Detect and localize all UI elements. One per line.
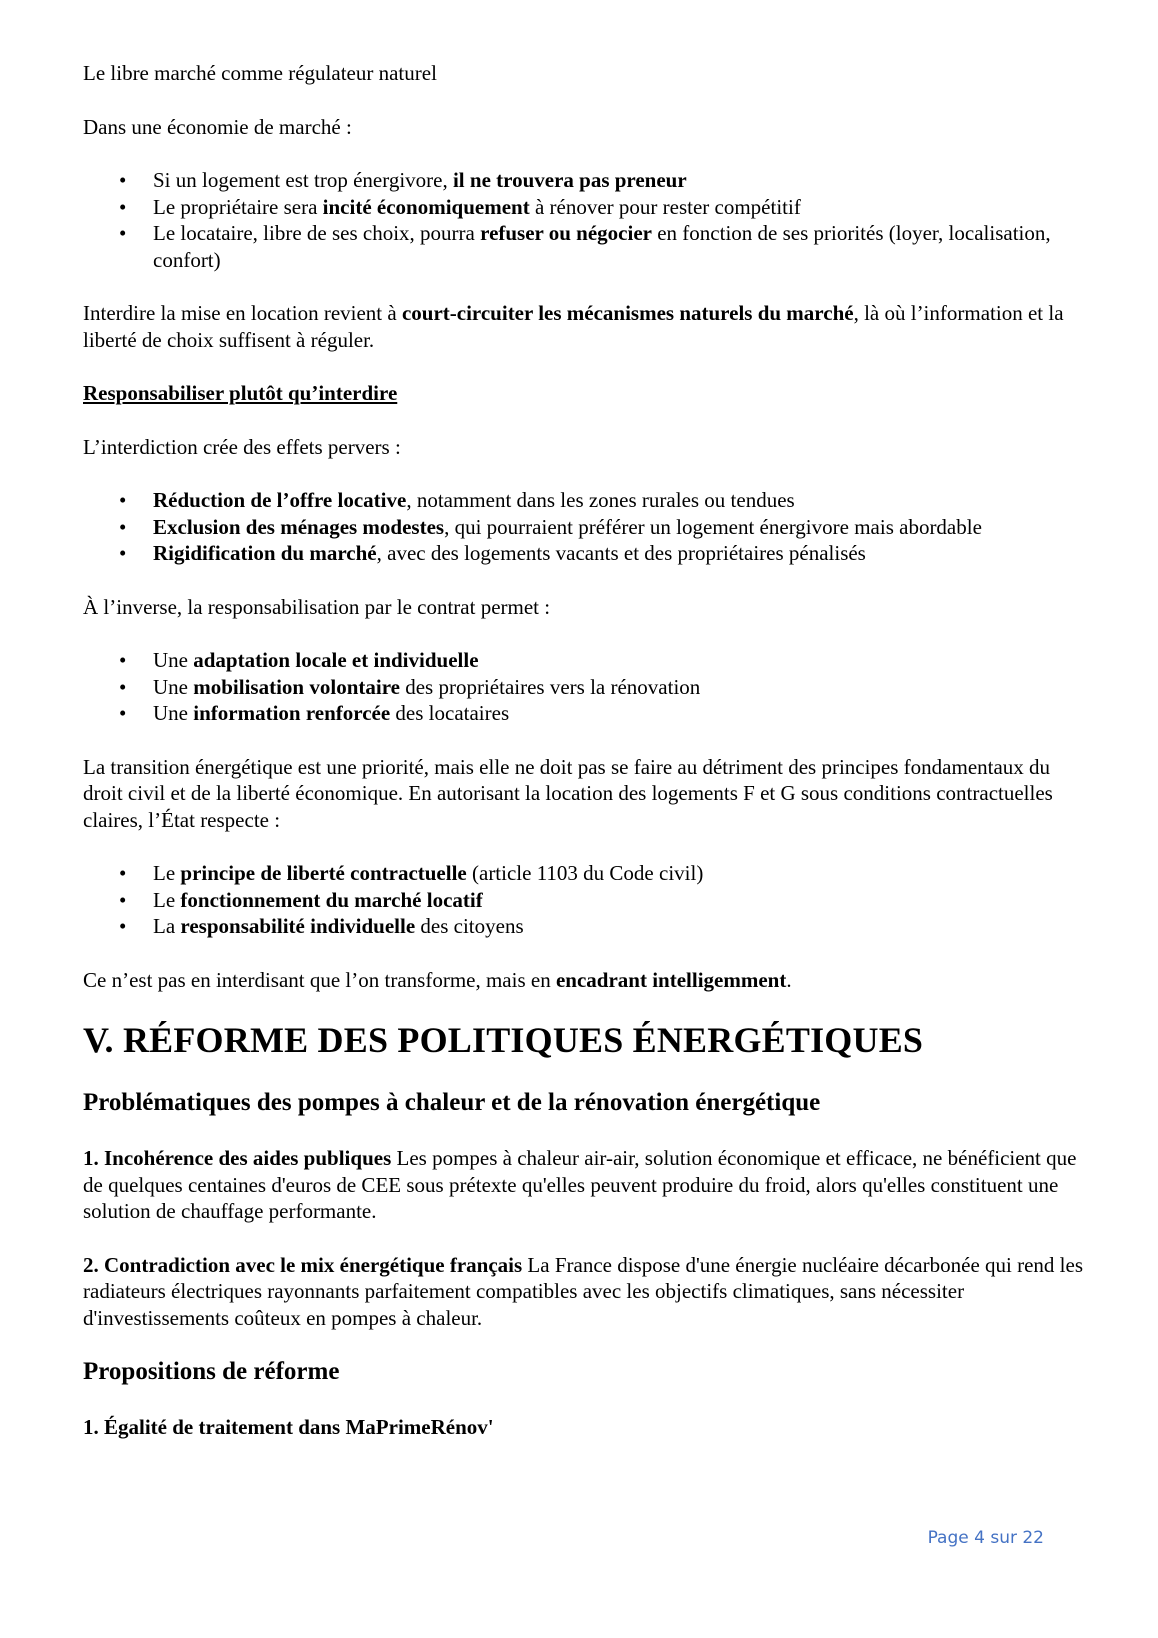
problems-heading: Problématiques des pompes à chaleur et de la rénovation énergétique: [83, 1089, 821, 1116]
document-page: [83, 60, 1093, 1441]
contract-lead: À l’inverse, la responsabilisation par le contrat permet :: [83, 594, 551, 619]
effects-lead: L’interdiction crée des effets pervers :: [83, 434, 401, 459]
bullet-icon: •: [119, 701, 127, 725]
bullet-icon: •: [119, 861, 127, 885]
proposal-1-heading: 1. Égalité de traitement dans MaPrimeRénov': [83, 1415, 494, 1439]
section-heading: Responsabiliser plutôt qu’interdire: [83, 381, 398, 405]
intro-lead: Dans une économie de marché :: [83, 114, 352, 139]
list-item: • Réduction de l’offre locative, notamment dans les zones rurales ou tendues: [119, 488, 795, 512]
bullet-icon: •: [119, 168, 127, 192]
list-item: • Le principe de liberté contractuelle (article 1103 du Code civil): [119, 861, 704, 885]
bullet-icon: •: [119, 887, 127, 912]
closing-sentence: Ce n’est pas en interdisant que l’on transforme, mais en encadrant intelligemment.: [83, 967, 792, 992]
list-item: • Exclusion des ménages modestes, qui pourraient préférer un logement énergivore mais abordable: [119, 514, 982, 539]
bullet-icon: •: [119, 674, 127, 699]
list-item: • La responsabilité individuelle des citoyens: [119, 914, 524, 938]
problem-1-paragraph: 1. Incohérence des aides publiques Les pompes à chaleur air-air, solution économique et efficace, ne bénéficient que de quelques centaines d'euros de CEE sous prétexte qu'elles peuvent produire du froid, alors qu'elles constituent une solution de chauffage performante.: [83, 1146, 1077, 1223]
list-item: • Le locataire, libre de ses choix, pourra refuser ou négocier en fonction de ses priorités (loyer, localisation, confort): [119, 221, 1051, 272]
list-item: • Le propriétaire sera incité économiquement à rénover pour rester compétitif: [119, 194, 801, 219]
list-item: • Le fonctionnement du marché locatif: [119, 887, 483, 912]
list-item: • Une mobilisation volontaire des propriétaires vers la rénovation: [119, 674, 701, 699]
transition-paragraph: La transition énergétique est une priorité, mais elle ne doit pas se faire au détriment des principes fondamentaux du droit civil et de la liberté économique. En autorisant la location des logements F et G sous conditions contractuelles claires, l’État respecte :: [83, 754, 1053, 832]
list-item: • Une information renforcée des locataires: [119, 701, 510, 725]
contract-bullet-list: [83, 647, 1093, 727]
chapter-title: V. RÉFORME DES POLITIQUES ÉNERGÉTIQUES: [83, 1020, 924, 1060]
bullet-icon: •: [119, 648, 127, 672]
list-item: • Si un logement est trop énergivore, il ne trouvera pas preneur: [119, 168, 687, 192]
market-bullet-list: [83, 167, 1093, 273]
bullet-icon: •: [119, 194, 127, 219]
bullet-icon: •: [119, 514, 127, 539]
list-item: • Rigidification du marché, avec des logements vacants et des propriétaires pénalisés: [119, 541, 866, 565]
bullet-icon: •: [119, 488, 127, 512]
list-item: • Une adaptation locale et individuelle: [119, 648, 479, 672]
principles-bullet-list: [83, 860, 1093, 940]
problem-2-paragraph: 2. Contradiction avec le mix énergétique français La France dispose d'une énergie nucléaire décarbonée qui rend les radiateurs électriques rayonnants parfaitement compatibles avec les objectifs climatiques, sans nécessiter d'investissements coûteux en pompes à chaleur.: [83, 1252, 1083, 1330]
bullet-icon: •: [119, 221, 127, 245]
market-conclusion: Interdire la mise en location revient à court-circuiter les mécanismes naturels du marché, là où l’information et la liberté de choix suffisent à réguler.: [83, 301, 1064, 352]
bullet-icon: •: [119, 541, 127, 565]
proposals-heading: Propositions de réforme: [83, 1358, 340, 1385]
bullet-icon: •: [119, 914, 127, 938]
intro-title: Le libre marché comme régulateur naturel: [83, 61, 437, 85]
page-number: Page 4 sur 22: [927, 1528, 1044, 1548]
effects-bullet-list: [83, 487, 1093, 567]
